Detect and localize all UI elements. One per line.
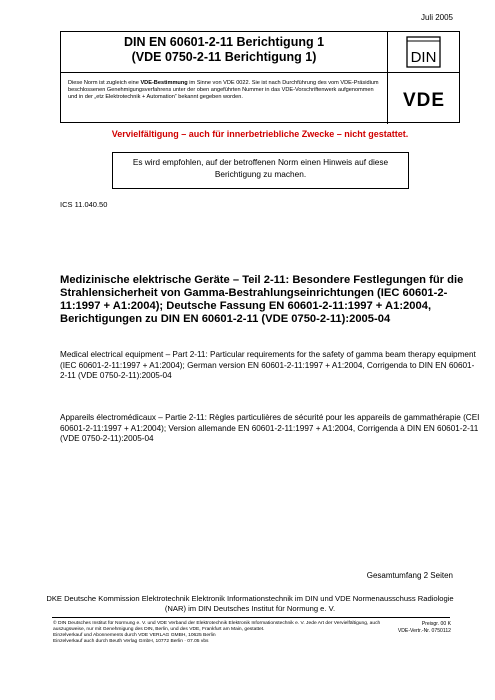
footer-sales-vde: Einzelverkauf und Abonnements durch VDE VERLAG GMBH, 10625 Berlin [53, 633, 216, 639]
vde-order-number: VDE-Vertr.-Nr. 0750112 [397, 627, 451, 634]
issue-date: Juli 2005 [420, 13, 453, 22]
vde-note-bold: VDE-Bestimmung [140, 80, 188, 86]
din-logo-text: DIN [410, 49, 437, 66]
committee: DKE Deutsche Kommission Elektrotechnik Elektronik Informationstechnik im DIN und VDE Normenausschuss Radiologie (NAR) im DIN Deutsches Institut für Normung e. V. [46, 594, 454, 613]
vde-logo [388, 73, 460, 124]
document-header-box [60, 31, 460, 123]
copy-warning: Vervielfältigung – auch für innerbetriebliche Zwecke – nicht gestattet. [111, 129, 409, 139]
footer-copyright-block [53, 621, 393, 645]
price-group: Preisgr. 00 K [421, 621, 451, 627]
vde-logo-text: VDE [402, 90, 446, 111]
document-number-title [61, 32, 388, 73]
din-logo-graphic [388, 32, 459, 72]
recommendation-box: Es wird empfohlen, auf der betroffenen Norm einen Hinweis auf diese Berichtigung zu machen. [112, 152, 409, 189]
document-number-line1: DIN EN 60601-2-11 Berichtigung 1 [123, 35, 325, 49]
footer-copyright: © DIN Deutsches Institut für Normung e. V. und VDE Verband der Elektrotechnik Elektronik Informationstechnik e. V. Jede Art der Vervielfältigung, auch auszugsweise, nur mit Genehmigung des DIN, Berlin, und des VDE, Frankfurt am Main, gestattet. [53, 621, 381, 633]
vde-note-rest: im Sinne von VDE 0022. Sie ist nach Durchführung des vom VDE-Präsidium beschlossenen Genehmigungsverfahrens unter der oben angeführten Nummer in das VDE-Vorschriftenwerk aufgenommen und in der „etz Elektrotechnik + Automation“ bekannt gegeben worden. [68, 80, 379, 101]
footer-price-block [398, 621, 451, 634]
title-english: Medical electrical equipment – Part 2-11: Particular requirements for the safety of gamma beam therapy equipment (IEC 60601-2-11:1997 + A1:2004); German version EN 60601-2-11:1997 + A1:2004, Corrigenda to DIN EN 60601-2-11 (VDE 0750-2-11):2005-04 [60, 350, 476, 380]
din-logo [388, 32, 460, 73]
title-french: Appareils électromédicaux – Partie 2-11: Règles particulières de sécurité pour les appareils de gammathérapie (CEI 60601-2-11:1997 + A1:2004); Version allemande EN 60601-2-11:1997 + A1:2004, Corrigenda à DIN EN 60601-2-11 (VDE 0750-2-11):2005-04 [60, 413, 480, 443]
ics-code: ICS 11.040.50 [60, 200, 108, 209]
vde-note [61, 73, 388, 124]
vde-logo-graphic [388, 73, 459, 123]
total-pages: Gesamtumfang 2 Seiten [366, 571, 453, 580]
footer-sales-beuth: Einzelverkauf auch durch Beuth Verlag GmbH, 10772 Berlin · 07.05 vbs [53, 639, 209, 645]
title-german: Medizinische elektrische Geräte – Teil 2-11: Besondere Festlegungen für die Strahlensicherheit von Gamma-Bestrahlungseinrichtungen (IEC 60601-2-11:1997 + A1:2004); Deutsche Fassung EN 60601-2-11:1997 + A1:2004, Berichtigungen zu DIN EN 60601-2-11 (VDE 0750-2-11):2005-04 [60, 274, 464, 325]
vde-note-prefix: Diese Norm ist zugleich eine [68, 80, 141, 86]
document-number-line2: (VDE 0750-2-11 Berichtigung 1) [131, 50, 317, 64]
footer-divider [52, 617, 450, 618]
